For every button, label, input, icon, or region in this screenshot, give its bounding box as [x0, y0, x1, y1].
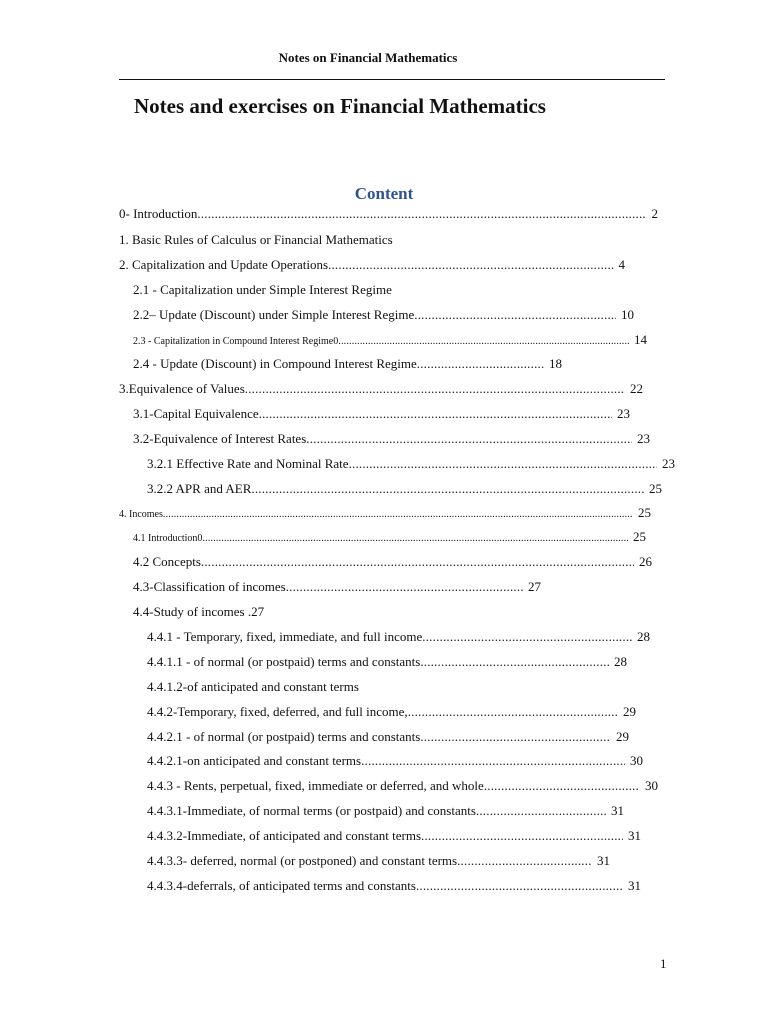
toc-leader: [328, 255, 613, 275]
toc-leader: [420, 727, 611, 747]
toc-entry-text: 4.3-Classification of incomes: [133, 579, 286, 594]
toc-entry-text: 1. Basic Rules of Calculus or Financial Mathematics: [119, 232, 393, 247]
toc-leader: [306, 429, 632, 449]
toc-entry-text: 2.2– Update (Discount) under Simple Interest Regime: [133, 307, 415, 322]
toc-entry-text: 0- Introduction: [119, 206, 198, 221]
toc-leader: [476, 801, 606, 821]
toc-entry[interactable]: [133, 429, 650, 449]
toc-leader: [422, 627, 632, 647]
toc-entry[interactable]: [147, 627, 650, 647]
toc-entry[interactable]: [133, 552, 652, 572]
toc-entry-page: 2: [651, 206, 658, 221]
toc-entry[interactable]: [133, 330, 647, 350]
toc-entry[interactable]: [147, 776, 658, 796]
toc-entry-page: 31: [628, 828, 641, 843]
toc-entry[interactable]: [133, 602, 264, 622]
toc-entry-text: 4.4.3.4-deferrals, of anticipated terms and constants: [147, 878, 416, 893]
toc-entry-page: 27: [528, 579, 541, 594]
toc-leader: [349, 454, 657, 474]
toc-entry-page: 28: [637, 629, 650, 644]
toc-entry[interactable]: [147, 727, 629, 747]
toc-entry[interactable]: [147, 702, 636, 722]
toc-entry-page: 10: [621, 307, 634, 322]
toc-entry[interactable]: [119, 204, 658, 224]
toc-entry[interactable]: [147, 751, 643, 771]
toc-entry[interactable]: [147, 454, 675, 474]
toc-leader: [259, 404, 612, 424]
toc-entry-text: 2.4 - Update (Discount) in Compound Interest Regime: [133, 356, 417, 371]
toc-entry-text: 4.4.3.2-Immediate, of anticipated and constant terms: [147, 828, 421, 843]
toc-entry-text: 4.4.2.1 - of normal (or postpaid) terms and constants: [147, 729, 421, 744]
toc-entry-text: 4.4.1.2-of anticipated and constant terms: [147, 679, 359, 694]
toc-entry[interactable]: [133, 404, 630, 424]
toc-leader: [421, 826, 623, 846]
toc-entry-page: 31: [628, 878, 641, 893]
page-number: 1: [660, 956, 667, 971]
toc-leader: [245, 379, 625, 399]
toc-entry-text: 4.4.3 - Rents, perpetual, fixed, immediate or deferred, and whole: [147, 778, 484, 793]
toc-entry-page: 29: [616, 729, 629, 744]
toc-entry-text: 4.4.3.1-Immediate, of normal terms (or postpaid) and constants: [147, 803, 476, 818]
toc-leader: [251, 479, 644, 499]
toc-entry-text: 4. Incomes: [119, 509, 163, 520]
toc-entry[interactable]: [133, 280, 392, 300]
toc-entry-page: 23: [617, 406, 630, 421]
toc-entry-text: 4.4.2-Temporary, fixed, deferred, and full income,: [147, 704, 408, 719]
toc-entry-text: 3.Equivalence of Values: [119, 381, 245, 396]
toc-entry-page: 30: [630, 753, 643, 768]
toc-leader: [414, 305, 616, 325]
toc-leader: [484, 776, 640, 796]
toc-entry-text: 4.4.1.1 - of normal (or postpaid) terms and constants: [147, 654, 421, 669]
toc-entry-page: 23: [662, 456, 675, 471]
toc-entry-page: 29: [623, 704, 636, 719]
toc-entry[interactable]: [147, 677, 359, 697]
toc-leader: [197, 204, 646, 224]
toc-entry-text: 4.4.1 - Temporary, fixed, immediate, and full income: [147, 629, 423, 644]
toc-leader: [202, 529, 628, 549]
toc-entry-page: 28: [614, 654, 627, 669]
toc-entry-page: 31: [597, 853, 610, 868]
toc-entry-page: 14: [634, 332, 647, 347]
toc-entry-text: 4.2 Concepts: [133, 554, 201, 569]
toc-leader: [201, 552, 634, 572]
toc-entry[interactable]: [147, 851, 610, 871]
toc-entry[interactable]: [147, 826, 641, 846]
toc-entry[interactable]: [133, 527, 646, 547]
toc-entry-page: 22: [630, 381, 643, 396]
toc-leader: [338, 332, 629, 352]
toc-entry-text: 2.1 - Capitalization under Simple Interest Regime: [133, 282, 392, 297]
toc-entry-text: 3.2.2 APR and AER: [147, 481, 252, 496]
toc-entry[interactable]: [119, 255, 625, 275]
toc-entry-page: 31: [611, 803, 624, 818]
toc-entry-page: 25: [649, 481, 662, 496]
toc-entry-text: 2.3 - Capitalization in Compound Interest Regime0: [133, 336, 339, 347]
document-title: Notes and exercises on Financial Mathematics: [134, 94, 546, 118]
toc-leader: [408, 702, 618, 722]
toc-entry-text: 4.4.2.1-on anticipated and constant terms: [147, 753, 362, 768]
toc-leader: [286, 577, 523, 597]
toc-entry-text: 4.4-Study of incomes .27: [133, 604, 265, 619]
toc-leader: [163, 505, 633, 525]
toc-entry-text: 3.2.1 Effective Rate and Nominal Rate: [147, 456, 349, 471]
toc-entry[interactable]: [133, 354, 562, 374]
toc-entry[interactable]: [147, 801, 624, 821]
toc-entry-text: 3.1-Capital Equivalence: [133, 406, 259, 421]
toc-leader: [416, 876, 623, 896]
toc-entry[interactable]: [119, 230, 393, 250]
toc-entry-text: 4.4.3.3- deferred, normal (or postponed) and constant terms: [147, 853, 458, 868]
toc-entry-page: 26: [639, 554, 652, 569]
toc-entry[interactable]: [119, 503, 651, 523]
toc-entry-page: 25: [638, 505, 651, 520]
header-divider: [119, 79, 665, 80]
toc-entry[interactable]: [133, 305, 634, 325]
toc-entry-page: 30: [645, 778, 658, 793]
toc-entry-text: 3.2-Equivalence of Interest Rates: [133, 431, 307, 446]
toc-heading: Content: [354, 184, 414, 203]
toc-entry-page: 25: [633, 529, 646, 544]
toc-entry-page: 4: [618, 257, 625, 272]
toc-entry-page: 23: [637, 431, 650, 446]
toc-leader: [361, 751, 625, 771]
toc-leader: [417, 354, 544, 374]
toc-leader: [457, 851, 592, 871]
toc-entry-page: 18: [549, 356, 562, 371]
toc-leader: [420, 652, 609, 672]
toc-entry-text: 2. Capitalization and Update Operations: [119, 257, 329, 272]
toc-entry[interactable]: [147, 479, 662, 499]
toc-entry-text: 4.1 Introduction0: [133, 533, 203, 544]
toc-entry[interactable]: [147, 652, 627, 672]
running-header: Notes on Financial Mathematics: [278, 50, 458, 65]
toc-entry[interactable]: [147, 876, 641, 896]
toc-entry[interactable]: [119, 379, 643, 399]
toc-entry[interactable]: [133, 577, 541, 597]
